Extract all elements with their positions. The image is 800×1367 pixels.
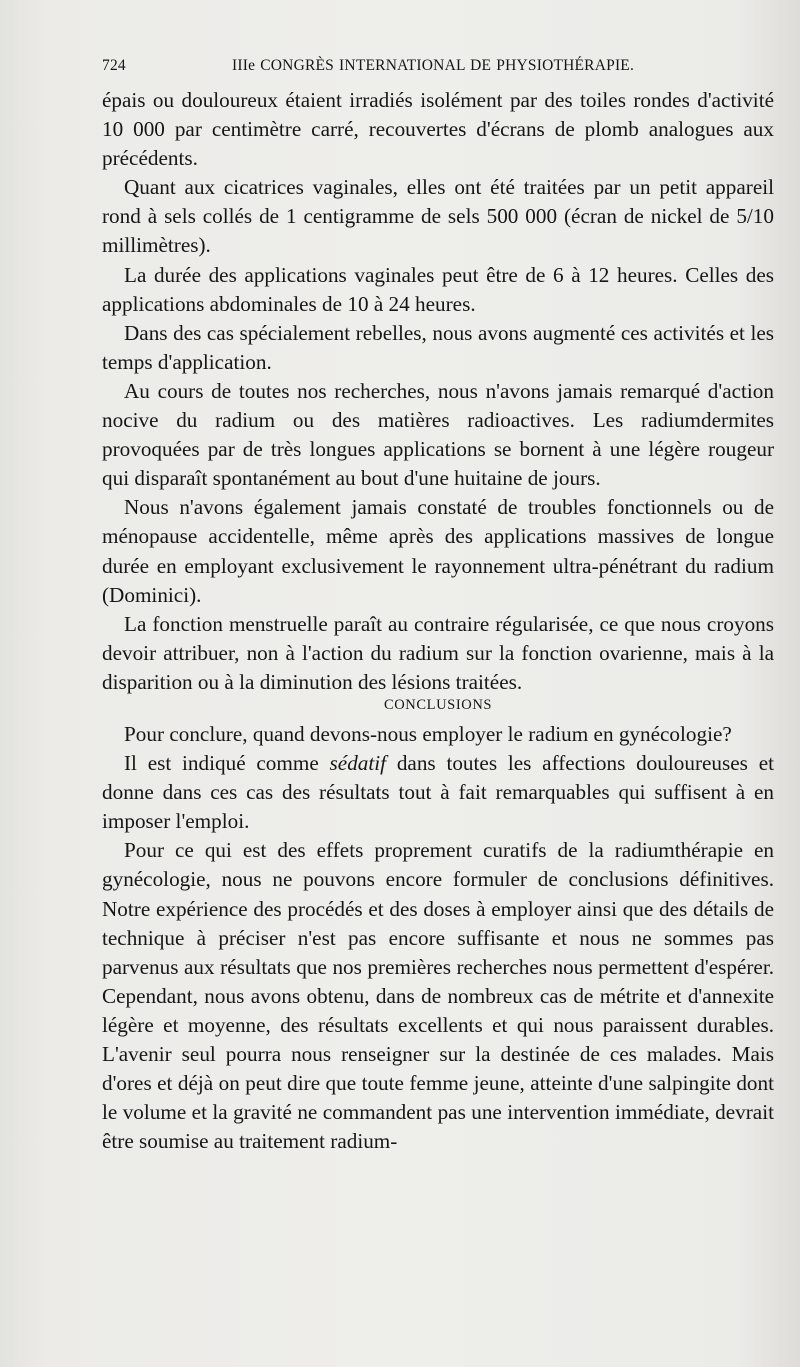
- conclusion-paragraph-2: [102, 749, 774, 836]
- paragraph-rebel-cases: Dans des cas spécialement rebelles, nous avons augmenté ces activités et les temps d'application.: [102, 320, 774, 374]
- page-number: 724: [102, 57, 126, 74]
- paragraph-application-duration: La durée des applications vaginales peut être de 6 à 12 heures. Celles des applications abdominales de 10 à 24 heures.: [102, 262, 774, 316]
- sedatif-emphasis: sédatif: [329, 751, 387, 776]
- conclusions-heading: CONCLUSIONS: [383, 696, 493, 713]
- paragraph-no-harmful-action: Au cours de toutes nos recherches, nous n'avons jamais remarqué d'action nocive du radium ou des matières radioactives. Les radiumdermites provoquées par de très longues applications se bornent à une légère rougeur qui disparaît spontanément au bout d'une huitaine de jours.: [102, 378, 774, 491]
- conclusion-paragraph-2-start: Il est indiqué comme: [124, 751, 330, 776]
- body-text: [102, 86, 774, 1156]
- conclusion-paragraph-3: Pour ce qui est des effets proprement curatifs de la radiumthérapie en gynécologie, nous ne pouvons encore formuler de conclusions définitives. Notre expérience des procédés et des doses à employer ainsi que des détails de technique à préciser n'est pas encore suffisante et nous ne sommes pas parvenus aux résultats que nos premières recherches nous permettent d'espérer. Cependant, nous avons obtenu, dans de nombreux cas de métrite et d'annexite légère et moyenne, des résultats excellents et qui nous paraissent durables. L'avenir seul pourra nous renseigner sur la destinée de ces malades. Mais d'ores et déjà on peut dire que toute femme jeune, atteinte d'une salpingite dont le volume et la gravité ne commandent pas une intervention immédiate, devrait être soumise au traitement radium-: [102, 838, 774, 1154]
- running-title: IIIe CONGRÈS INTERNATIONAL DE PHYSIOTHÉRAPIE.: [232, 57, 635, 74]
- conclusion-paragraph-2-end: dans toutes les affections douloureuses et donne dans ces cas des résultats tout à fait remarquables qui suffisent à en imposer l'emploi.: [102, 751, 774, 834]
- paragraph-no-functional-troubles: Nous n'avons également jamais constaté de troubles fonctionnels ou de ménopause accidentelle, même après des applications massives de longue durée en employant exclusivement le rayonnement ultra-pénétrant du radium (Dominici).: [102, 495, 774, 607]
- page-header: [102, 57, 774, 83]
- paragraph-continued: épais ou douloureux étaient irradiés isolément par des toiles rondes d'activité 10 000 par centimètre carré, recouvertes d'écrans de plomb analogues aux précédents.: [102, 88, 774, 171]
- conclusion-paragraph-1: Pour conclure, quand devons-nous employer le radium en gynécologie?: [124, 721, 732, 746]
- paragraph-vaginal-scars: Quant aux cicatrices vaginales, elles ont été traitées par un petit appareil rond à sels collés de 1 centigramme de sels 500 000 (écran de nickel de 5/10 millimètres).: [102, 175, 774, 258]
- paragraph-menstrual-function: La fonction menstruelle paraît au contraire régularisée, ce que nous croyons devoir attribuer, non à l'action du radium sur la fonction ovarienne, mais à la disparition ou à la diminution des lésions traitées.: [102, 611, 774, 694]
